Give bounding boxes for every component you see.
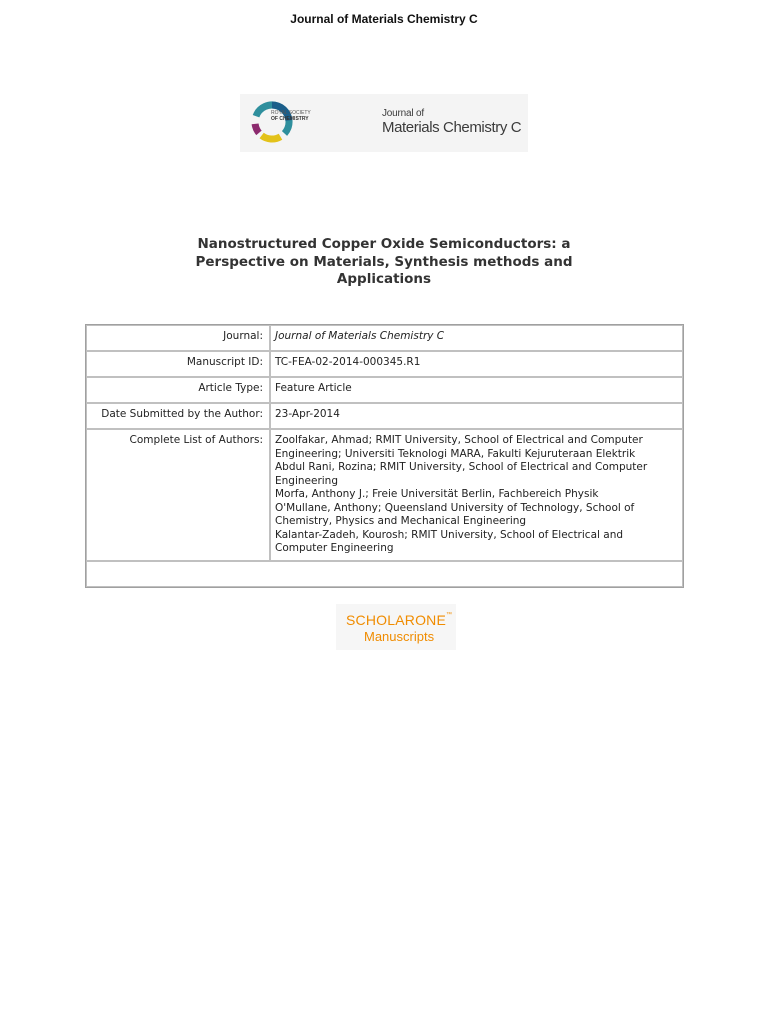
date-submitted-value: 23-Apr-2014 xyxy=(270,403,683,429)
author-entry: O'Mullane, Anthony; Queensland University of Technology, School of Chemistry, Physics and Mechanical Engineering xyxy=(275,501,635,527)
rsc-logo-icon xyxy=(250,100,294,144)
journal-logo-banner xyxy=(240,94,528,152)
author-entry: Abdul Rani, Rozina; RMIT University, School of Electrical and Computer Engineering xyxy=(275,461,648,487)
journal-wordmark: Journal of Materials Chemistry C xyxy=(382,108,522,136)
table-row xyxy=(86,325,683,351)
journal-label: Journal: xyxy=(86,325,270,351)
journal-value: Journal of Materials Chemistry C xyxy=(270,325,683,351)
authors-list xyxy=(270,429,683,561)
authors-label: Complete List of Authors: xyxy=(86,429,270,561)
empty-table-row xyxy=(86,561,683,587)
scholarone-logo xyxy=(336,604,456,650)
rsc-logo-text: ROYAL SOCIETY OF CHEMISTRY xyxy=(271,110,311,122)
date-submitted-label: Date Submitted by the Author: xyxy=(86,403,270,429)
paper-title: Nanostructured Copper Oxide Semiconductors: a Perspective on Materials, Synthesis methods and Applications xyxy=(195,236,573,287)
table-row xyxy=(86,403,683,429)
article-type-label: Article Type: xyxy=(86,377,270,403)
manuscript-id-label: Manuscript ID: xyxy=(86,351,270,377)
manuscript-id-value: TC-FEA-02-2014-000345.R1 xyxy=(270,351,683,377)
table-row xyxy=(86,351,683,377)
scholarone-wordmark: SCHOLARONE™ xyxy=(346,612,453,628)
empty-cell xyxy=(86,561,683,587)
author-entry: Kalantar-Zadeh, Kourosh; RMIT University, School of Electrical and Computer Engineering xyxy=(275,528,624,554)
table-row xyxy=(86,429,683,561)
table-row xyxy=(86,377,683,403)
author-entry: Zoolfakar, Ahmad; RMIT University, School of Electrical and Computer Engineering; Universiti Teknologi MARA, Fakulti Kejuruteraan Elektrik xyxy=(275,434,643,460)
running-header: Journal of Materials Chemistry C xyxy=(290,12,478,26)
article-type-value: Feature Article xyxy=(270,377,683,403)
scholarone-manuscripts-text: Manuscripts xyxy=(364,629,435,644)
author-entry: Morfa, Anthony J.; Freie Universität Berlin, Fachbereich Physik xyxy=(275,488,599,500)
manuscript-info-table xyxy=(85,324,684,588)
